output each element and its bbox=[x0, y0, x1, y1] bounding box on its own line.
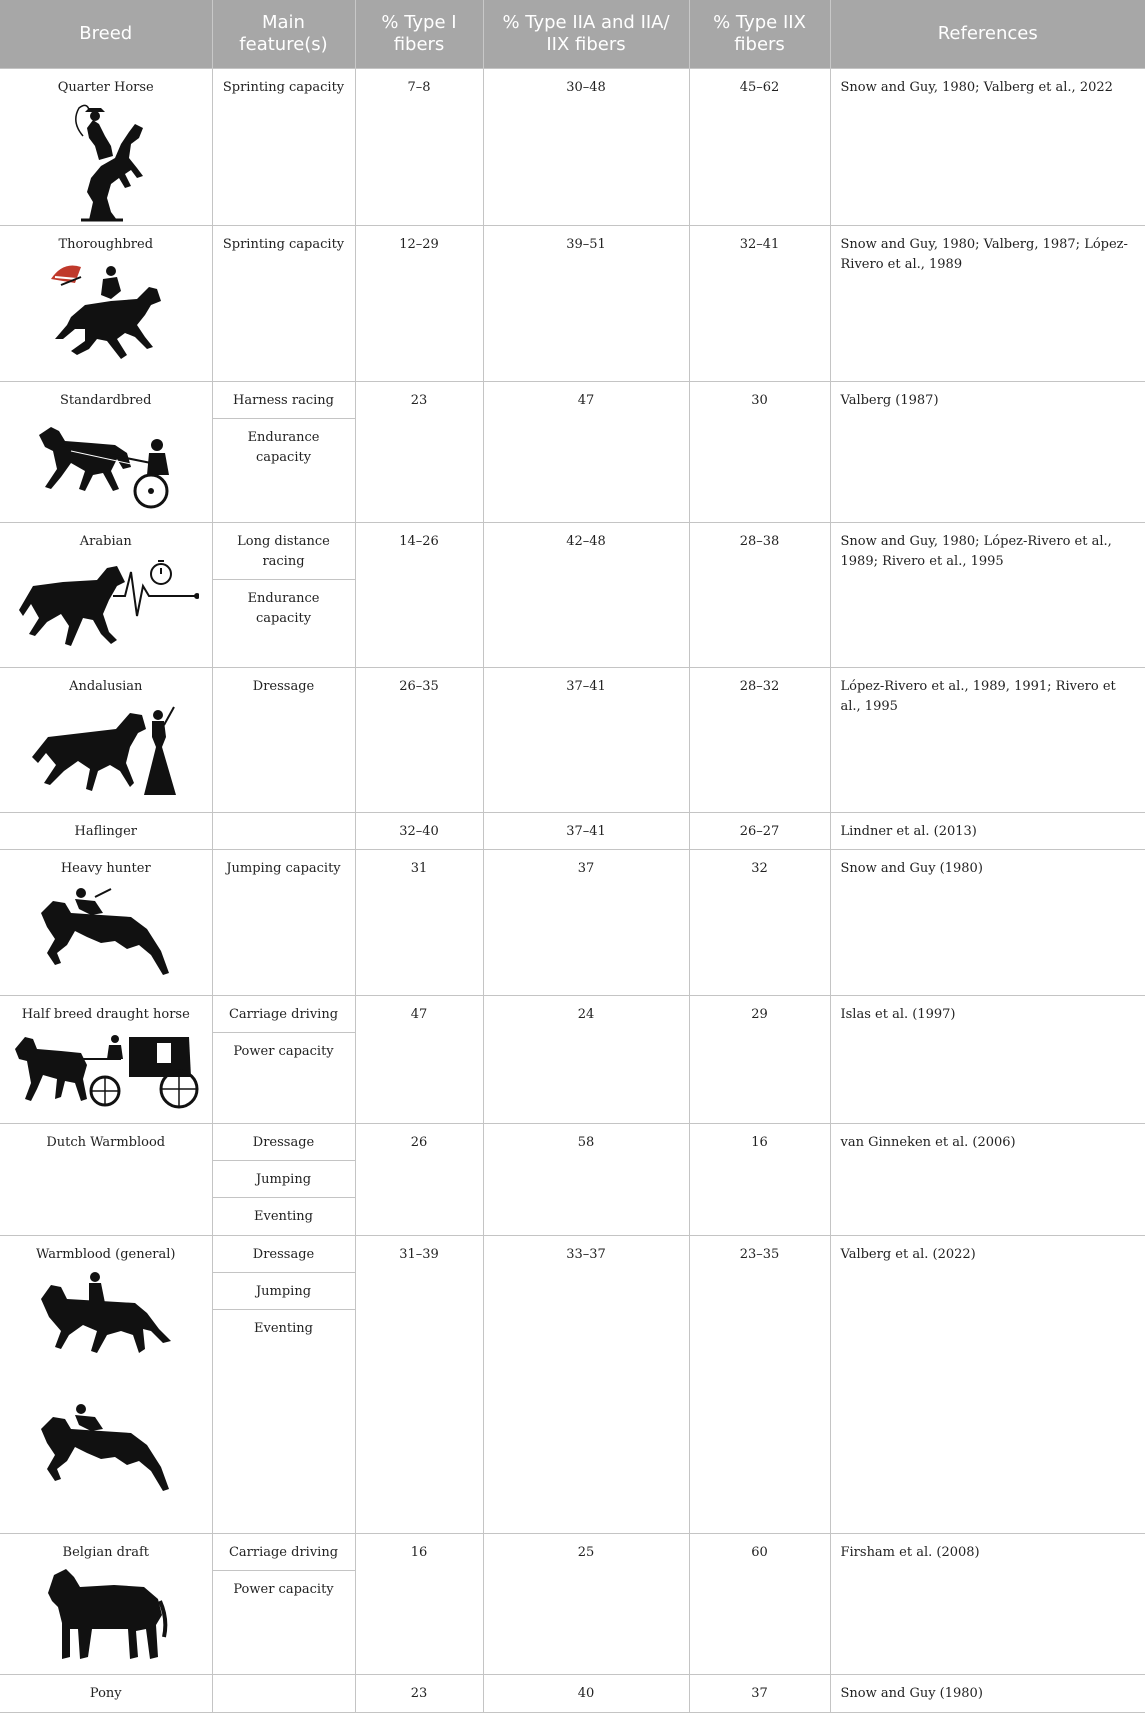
breed-cell bbox=[0, 1235, 212, 1533]
feature-item: Harness racing bbox=[213, 382, 355, 419]
type-iix-cell: 26–27 bbox=[689, 812, 830, 849]
rearing-horse-cowboy-icon bbox=[61, 102, 151, 222]
type-iix-cell: 30 bbox=[689, 381, 830, 522]
header-breed: Breed bbox=[0, 0, 212, 68]
table-row bbox=[0, 522, 1145, 667]
type-iia-cell: 42–48 bbox=[483, 522, 689, 667]
references-cell: Valberg et al. (2022) bbox=[830, 1235, 1145, 1533]
feature-item: Long distance racing bbox=[213, 523, 355, 580]
feature-item: Sprinting capacity bbox=[222, 79, 345, 95]
type-i-cell: 12–29 bbox=[355, 225, 483, 381]
type-i-cell: 16 bbox=[355, 1533, 483, 1674]
feature-item bbox=[213, 1675, 355, 1691]
type-iix-cell: 32–41 bbox=[689, 225, 830, 381]
type-i-cell: 14–26 bbox=[355, 522, 483, 667]
breed-name: Belgian draft bbox=[62, 1544, 149, 1560]
breed-name: Dutch Warmblood bbox=[46, 1134, 166, 1150]
references-cell: van Ginneken et al. (2006) bbox=[830, 1123, 1145, 1235]
type-iia-cell: 39–51 bbox=[483, 225, 689, 381]
breed-cell bbox=[0, 849, 212, 995]
feature-item: Carriage driving bbox=[213, 996, 355, 1033]
type-i-cell: 26 bbox=[355, 1123, 483, 1235]
type-i-cell: 23 bbox=[355, 381, 483, 522]
feature-cell bbox=[212, 1123, 355, 1235]
feature-cell bbox=[212, 225, 355, 381]
references-cell: Snow and Guy (1980) bbox=[830, 1674, 1145, 1712]
references-cell: Islas et al. (1997) bbox=[830, 995, 1145, 1123]
breed-name: Thoroughbred bbox=[58, 236, 154, 252]
header-type-iia: % Type IIA and IIA/ IIX fibers bbox=[483, 0, 689, 68]
references-cell: Snow and Guy (1980) bbox=[830, 849, 1145, 995]
breed-cell bbox=[0, 381, 212, 522]
feature-item: Dressage bbox=[213, 1124, 355, 1161]
feature-cell bbox=[212, 812, 355, 849]
header-row bbox=[0, 0, 1145, 68]
type-iia-cell: 25 bbox=[483, 1533, 689, 1674]
type-iia-cell: 24 bbox=[483, 995, 689, 1123]
feature-item: Eventing bbox=[254, 1208, 313, 1224]
table-row bbox=[0, 381, 1145, 522]
feature-item: Power capacity bbox=[233, 1581, 334, 1597]
table-row bbox=[0, 68, 1145, 225]
type-iix-cell: 60 bbox=[689, 1533, 830, 1674]
draft-horse-icon bbox=[44, 1567, 168, 1663]
breed-name: Pony bbox=[89, 1685, 122, 1701]
feature-item: Eventing bbox=[254, 1320, 313, 1336]
horse-flamenco-dancer-icon bbox=[26, 701, 186, 801]
breed-cell bbox=[0, 995, 212, 1123]
dressage-horse-icon bbox=[31, 1269, 181, 1369]
feature-cell bbox=[212, 995, 355, 1123]
type-iix-cell: 28–32 bbox=[689, 667, 830, 812]
feature-item: Power capacity bbox=[233, 1043, 334, 1059]
table-row bbox=[0, 225, 1145, 381]
type-iia-cell: 58 bbox=[483, 1123, 689, 1235]
type-iia-cell: 33–37 bbox=[483, 1235, 689, 1533]
jumping-horse-icon bbox=[31, 1399, 181, 1499]
references-cell: Firsham et al. (2008) bbox=[830, 1533, 1145, 1674]
type-iix-cell: 45–62 bbox=[689, 68, 830, 225]
feature-item: Jumping bbox=[213, 1273, 355, 1310]
feature-item: Jumping bbox=[213, 1161, 355, 1198]
horse-carriage-icon bbox=[11, 1029, 201, 1109]
feature-cell bbox=[212, 849, 355, 995]
breed-cell bbox=[0, 1123, 212, 1235]
references-cell: López-Rivero et al., 1989, 1991; Rivero et al., 1995 bbox=[830, 667, 1145, 812]
feature-item: Carriage driving bbox=[213, 1534, 355, 1571]
type-iix-cell: 23–35 bbox=[689, 1235, 830, 1533]
table-row bbox=[0, 667, 1145, 812]
table-row bbox=[0, 1123, 1145, 1235]
table-row bbox=[0, 849, 1145, 995]
table-row bbox=[0, 1674, 1145, 1712]
breed-cell bbox=[0, 522, 212, 667]
breed-cell bbox=[0, 1533, 212, 1674]
header-type-iix: % Type IIX fibers bbox=[689, 0, 830, 68]
table-row bbox=[0, 1235, 1145, 1533]
table-row bbox=[0, 812, 1145, 849]
breed-cell bbox=[0, 667, 212, 812]
breed-cell bbox=[0, 68, 212, 225]
feature-cell bbox=[212, 68, 355, 225]
header-type-i: % Type I fibers bbox=[355, 0, 483, 68]
table-row bbox=[0, 995, 1145, 1123]
type-i-cell: 47 bbox=[355, 995, 483, 1123]
breed-name: Arabian bbox=[79, 533, 132, 549]
references-cell: Valberg (1987) bbox=[830, 381, 1145, 522]
feature-cell bbox=[212, 522, 355, 667]
racehorse-jockey-icon bbox=[41, 259, 171, 369]
type-i-cell: 26–35 bbox=[355, 667, 483, 812]
type-iix-cell: 28–38 bbox=[689, 522, 830, 667]
type-i-cell: 31 bbox=[355, 849, 483, 995]
breed-name: Half breed draught horse bbox=[21, 1006, 190, 1022]
type-iix-cell: 32 bbox=[689, 849, 830, 995]
feature-item: Endurance capacity bbox=[247, 590, 320, 626]
breed-name: Heavy hunter bbox=[60, 860, 151, 876]
references-cell: Snow and Guy, 1980; Valberg, 1987; López-Rivero et al., 1989 bbox=[830, 225, 1145, 381]
feature-item: Sprinting capacity bbox=[222, 236, 345, 252]
harness-racing-sulky-icon bbox=[31, 415, 181, 511]
type-i-cell: 31–39 bbox=[355, 1235, 483, 1533]
jumping-horse-rider-icon bbox=[31, 883, 181, 983]
type-iix-cell: 16 bbox=[689, 1123, 830, 1235]
references-cell: Snow and Guy, 1980; Valberg et al., 2022 bbox=[830, 68, 1145, 225]
header-main-features: Main feature(s) bbox=[212, 0, 355, 68]
breed-name: Haflinger bbox=[74, 823, 138, 839]
feature-item: Endurance capacity bbox=[247, 429, 320, 465]
references-cell: Lindner et al. (2013) bbox=[830, 812, 1145, 849]
feature-cell bbox=[212, 667, 355, 812]
header-references: References bbox=[830, 0, 1145, 68]
feature-cell bbox=[212, 1533, 355, 1674]
type-iia-cell: 37–41 bbox=[483, 667, 689, 812]
feature-cell bbox=[212, 1235, 355, 1533]
type-iia-cell: 37–41 bbox=[483, 812, 689, 849]
type-iia-cell: 30–48 bbox=[483, 68, 689, 225]
feature-item: Jumping capacity bbox=[226, 860, 341, 876]
type-iix-cell: 37 bbox=[689, 1674, 830, 1712]
type-i-cell: 32–40 bbox=[355, 812, 483, 849]
feature-item: Dressage bbox=[213, 1236, 355, 1273]
breed-name: Standardbred bbox=[60, 392, 152, 408]
breed-name: Quarter Horse bbox=[57, 79, 154, 95]
type-iix-cell: 29 bbox=[689, 995, 830, 1123]
trotting-horse-heartbeat-stopwatch-icon bbox=[13, 556, 199, 652]
breed-cell bbox=[0, 225, 212, 381]
type-i-cell: 23 bbox=[355, 1674, 483, 1712]
feature-cell bbox=[212, 381, 355, 522]
breed-name: Andalusian bbox=[69, 678, 143, 694]
references-cell: Snow and Guy, 1980; López-Rivero et al., 1989; Rivero et al., 1995 bbox=[830, 522, 1145, 667]
type-iia-cell: 37 bbox=[483, 849, 689, 995]
breed-cell bbox=[0, 812, 212, 849]
type-iia-cell: 47 bbox=[483, 381, 689, 522]
breed-name: Warmblood (general) bbox=[36, 1246, 176, 1262]
feature-item bbox=[213, 813, 355, 829]
type-iia-cell: 40 bbox=[483, 1674, 689, 1712]
breed-cell bbox=[0, 1674, 212, 1712]
feature-item: Dressage bbox=[252, 678, 315, 694]
table-row bbox=[0, 1533, 1145, 1674]
type-i-cell: 7–8 bbox=[355, 68, 483, 225]
feature-cell bbox=[212, 1674, 355, 1712]
